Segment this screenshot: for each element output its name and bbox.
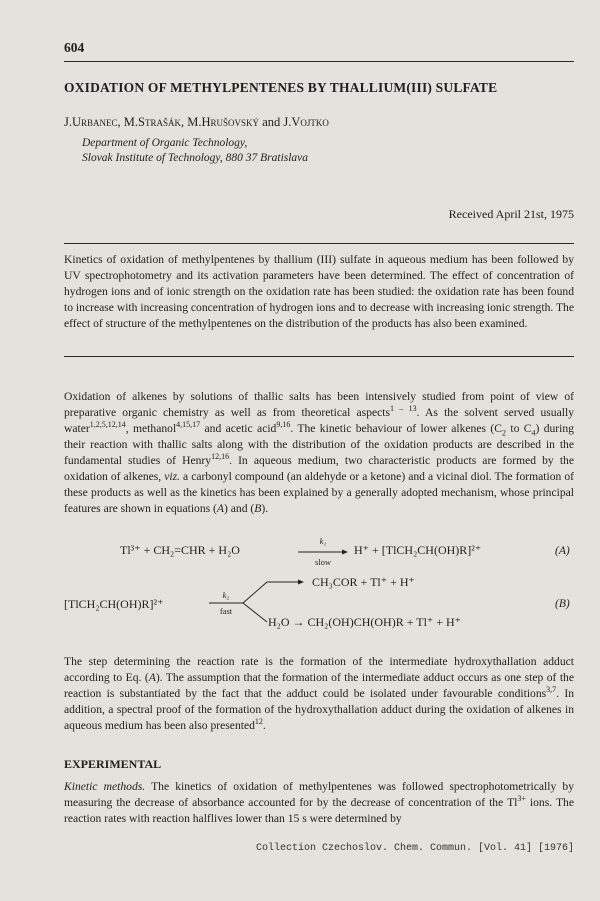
header-rule [64, 61, 574, 62]
affiliation: Department of Organic Technology, Slovak Institute of Technology, 880 37 Bratislava [82, 137, 309, 164]
journal-footer: Collection Czechoslov. Chem. Commun. [Vol. 41] [1976] [255, 843, 574, 854]
equation-b-left: [TlCH₂CH(OH)R]²⁺ [64, 597, 164, 611]
abstract-top-rule [64, 243, 574, 244]
equation-b-rate-constant: k₂ [222, 590, 230, 600]
author: M.Strašák [123, 115, 182, 129]
abstract: Kinetics of oxidation of methylpentenes by thallium (III) sulfate in aqueous medium has been followed by UV spectrophotometry and its activation parameters have been determined. The effect of concentration of hydrogen ions and of ionic strength on the oxidation rate has been studied: the oxidation rate has been found to increase with increasing concentration of hydrogen ions and to decrease with increasing ionic strength. The effect of structure of the methylpentenes on the distribution of the products has also been examined. [64, 253, 574, 330]
equation-b-label: (B) [555, 598, 570, 610]
intro-paragraph: Oxidation of alkenes by solutions of thallic salts has been intensively studied from point of view of preparative organic chemistry as well as from theoretical aspects$^{1 - 13}$. As the solvent served usually water$^{1,2,5,12,14}$, methanol$^{4,15,17}$ and acetic acid$^{9,16}$. The kinetic behaviour of lower alkenes ($C_2$ to $C_4$) during their reaction with thallic salts along with the distribution of the oxidation products are described in the fundamental studies of Henry$^{12,16}$. In aqueous medium, two characteristic products are formed by the oxidation of alkenes, viz. a carbonyl compound (an aldehyde or a ketone) and a vicinal diol. The formation of these products as well as the kinetics has been explained by a generally adopted mechanism, whose principal features are shown in equations (A) and (B). [64, 390, 575, 515]
section-heading: EXPERIMENTAL [64, 757, 162, 771]
author-list: J.Urbanec, M.Strašák, M.Hrušovský and J.Vojtko [64, 115, 329, 129]
equation-a-arrow [298, 548, 348, 556]
equation-b-upper-product: CH₃COR + Tl⁺ + H⁺ [312, 575, 415, 589]
equation-b-condition: fast [219, 606, 233, 616]
equation-a-rate-constant: k₁ [319, 536, 327, 546]
experimental-paragraph: Kinetic methods. The kinetics of oxidation of methylpentenes was followed spectrophotometrically by measuring the decrease of absorbance accounted for by the decrease of concentration of the $Tl^{3+}$ ions. The reaction rates with reaction halflives lower than 15 s were determined by [64, 780, 574, 825]
received-date: Received April 21st, 1975 [448, 207, 574, 221]
author: M.Hrušovský [187, 115, 260, 129]
equation-a-left: Tl³⁺ + CH₂=CHR + H₂O [120, 543, 240, 557]
abstract-bottom-rule [64, 356, 574, 357]
author: J.Vojtko [283, 115, 329, 129]
page-number: 604 [64, 40, 85, 55]
mechanism-paragraph: The step determining the reaction rate is the formation of the intermediate hydroxythallation adduct according to Eq. (A). The assumption that the formation of the intermediate adduct occurs as one step of the reaction is substantiated by the fact that the adduct could be isolated under favourable conditions$^{3,7}$. In addition, a spectral proof of the formation of the hydroxythallation adduct during the oxidation of alkenes in aqueous medium has been also presented$^{12}$. [64, 655, 574, 732]
equation-a-condition: slow [314, 557, 332, 567]
author: J.Urbanec [64, 115, 118, 129]
equation-b-lower-product: H₂O → CH₂(OH)CH(OH)R + Tl⁺ + H⁺ [268, 615, 462, 629]
article-title: OXIDATION OF METHYLPENTENES BY THALLIUM(III) SULFATE [64, 80, 498, 95]
equation-a-right: H⁺ + [TlCH₂CH(OH)R]²⁺ [354, 543, 482, 557]
equation-a-label: (A) [555, 545, 570, 557]
